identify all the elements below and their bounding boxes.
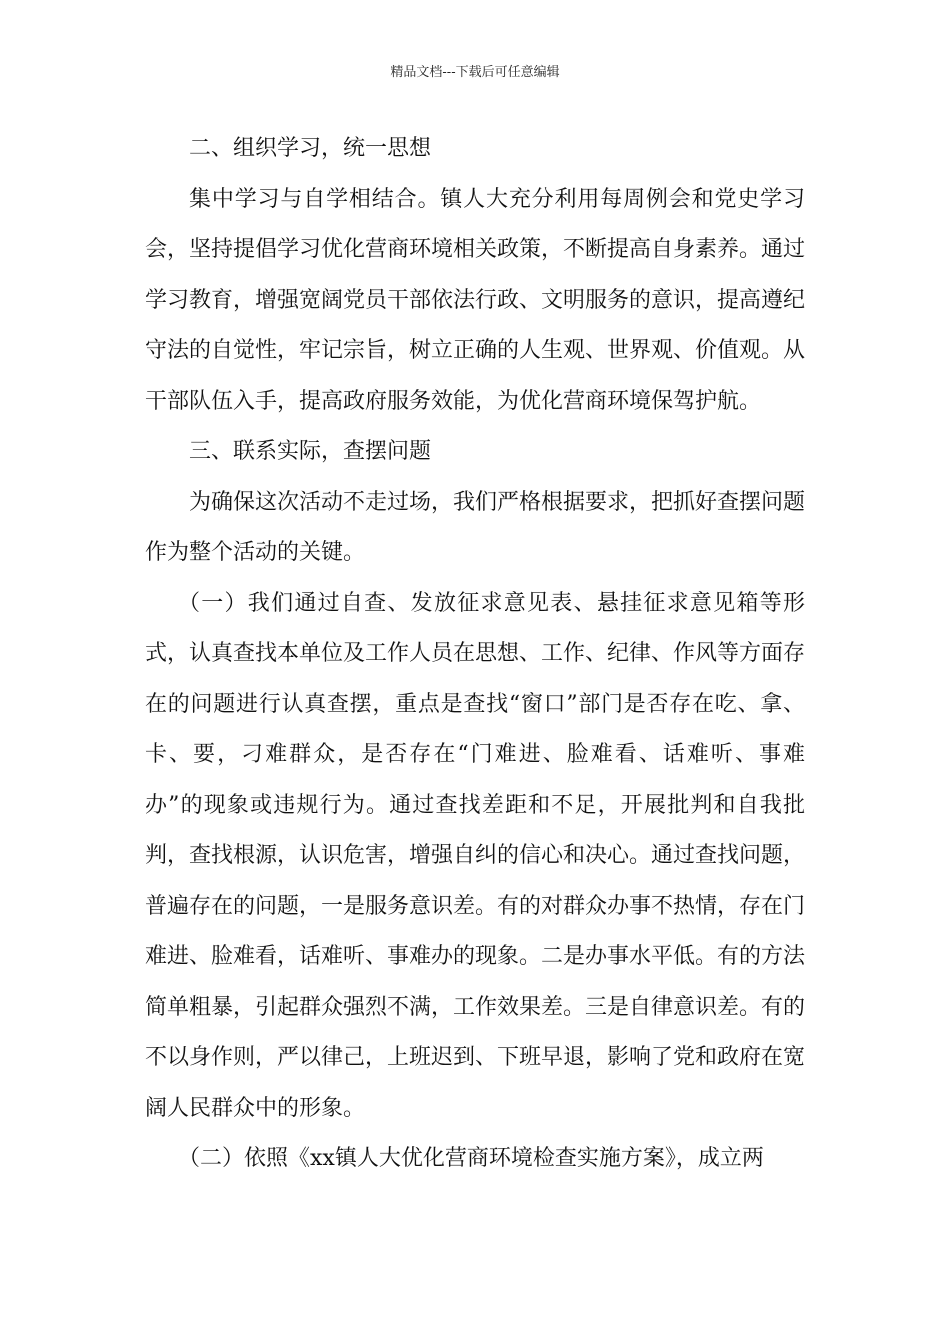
list-item-paragraph: （一）我们通过自查、发放征求意见表、悬挂征求意见箱等形式，认真查找本单位及工作人员在思想、工作、纪律、作风等方面存在的问题进行认真查摆，重点是查找“窗口”部门是否存在吃、拿、卡、要，刁难群众，是否存在“门难进、脸难看、话难听、事难办”的现象或违规行为。通过查找差距和不足，开展批判和自我批判，查找根源，认识危害，增强自纠的信心和决心。通过查找问题，普遍存在的问题，一是服务意识差。有的对群众办事不热情，存在门难进、脸难看，话难听、事难办的现象。二是办事水平低。有的方法简单粗暴，引起群众强烈不满，工作效果差。三是自律意识差。有的不以身作则，严以律己，上班迟到、下班早退，影响了党和政府在宽阔人民群众中的形象。 [145,590,806,1121]
list-item-paragraph: （二）依照《xx镇人大优化营商环境检查实施方案》，成立两 [178,1146,764,1171]
section-heading: 三、联系实际，查摆问题 [189,439,432,464]
section-heading: 二、组织学习，统一思想 [189,136,432,161]
document-body [145,124,805,1185]
page-header: 精品文档---下载后可任意编辑 [390,65,560,80]
body-paragraph: 为确保这次活动不走过场，我们严格根据要求，把抓好查摆问题作为整个活动的关键。 [145,489,806,565]
body-paragraph: 集中学习与自学相结合。镇人大充分利用每周例会和党史学习会，坚持提倡学习优化营商环境相关政策，不断提高自身素养。通过学习教育，增强宽阔党员干部依法行政、文明服务的意识，提高遵纪守法的自觉性，牢记宗旨，树立正确的人生观、世界观、价值观。从干部队伍入手，提高政府服务效能，为优化营商环境保驾护航。 [145,186,806,414]
